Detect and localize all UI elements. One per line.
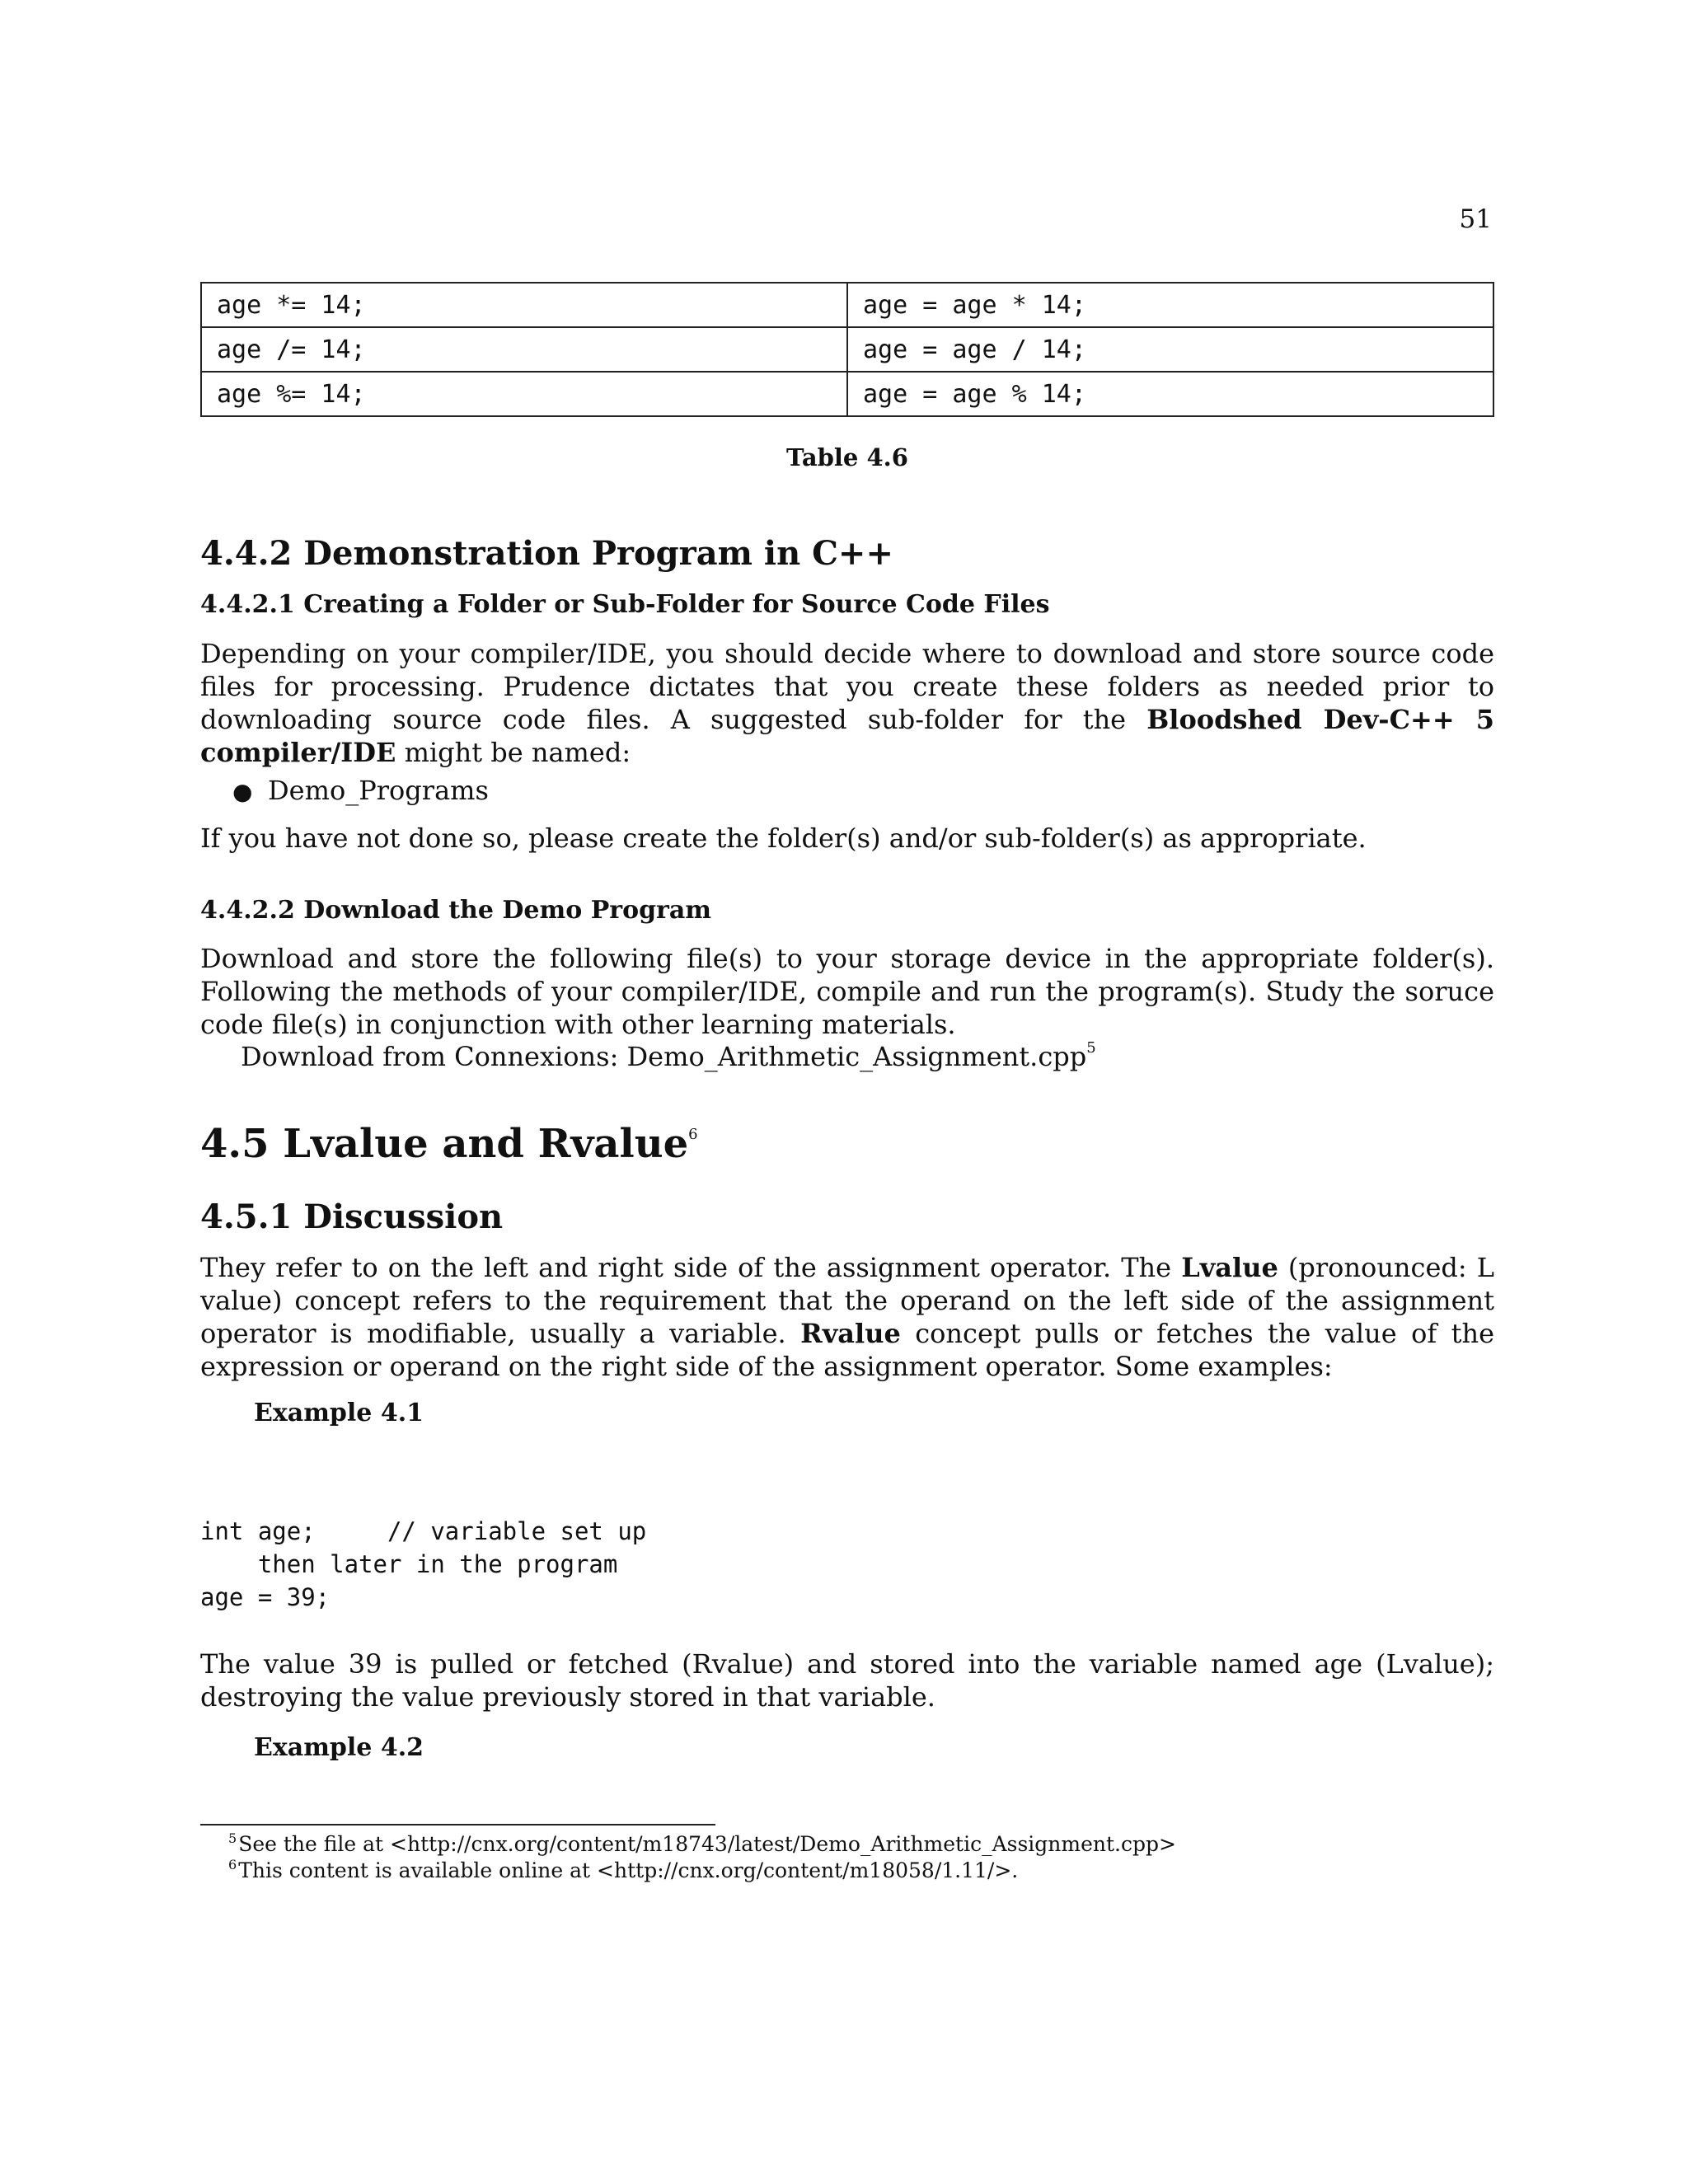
list-item: Demo_Programs [268, 775, 489, 806]
page-number: 51 [1459, 204, 1492, 234]
bullet-icon: ● [232, 778, 253, 805]
table-cell: age = age * 14; [847, 283, 1493, 327]
table-cell: age = age % 14; [847, 372, 1493, 416]
example-label: Example 4.1 [254, 1399, 424, 1427]
bold-term: Rvalue [800, 1318, 901, 1349]
bold-term: Bloodshed Dev-C++ 5 compiler/IDE [200, 704, 1495, 768]
footnote-divider [200, 1824, 715, 1825]
footnote-text[interactable]: See the file at <http://cnx.org/content/m18743/latest/Demo_Arithmetic_Assignment.cpp> [238, 1832, 1176, 1856]
paragraph-text: They refer to on the left and right side of the assignment operator. The [200, 1252, 1182, 1283]
footnote-marker[interactable]: 6 [688, 1126, 698, 1143]
footnote-text[interactable]: This content is available online at <http://cnx.org/content/m18058/1.11/>. [238, 1858, 1019, 1882]
section-title-text: 4.5 Lvalue and Rvalue [200, 1121, 689, 1167]
paragraph-create-folders: If you have not done so, please create the folder(s) and/or sub-folder(s) as appropriate. [200, 823, 1367, 854]
paragraph-text: might be named: [396, 737, 631, 768]
footnote-mark: 6 [228, 1857, 237, 1872]
table-row [201, 327, 1493, 372]
paragraph-value-39: The value 39 is pulled or fetched (Rvalue) and stored into the variable named age (Lvalue); destroying the value previously stored in that variable. [200, 1648, 1494, 1713]
operator-table [200, 282, 1494, 417]
footnote-mark: 5 [228, 1830, 237, 1846]
table-cell: age *= 14; [201, 283, 847, 327]
bold-term: Lvalue [1181, 1252, 1278, 1283]
table-row [201, 372, 1493, 416]
table-cell: age /= 14; [201, 327, 847, 372]
section-heading [200, 1121, 698, 1167]
paragraph-download: Download and store the following file(s) to your storage device in the appropriate folder(s). Following the methods of your compiler/IDE, compile and run the program(s). Study the soruce code file(s) in conjunction with other learning materials. [200, 943, 1494, 1040]
subsection-heading: 4.5.1 Discussion [200, 1197, 504, 1236]
subsection-heading: 4.4.2.2 Download the Demo Program [200, 896, 712, 925]
footnote [228, 1858, 1018, 1882]
table-cell: age %= 14; [201, 372, 847, 416]
paragraph-text: (pronounced: L value) concept refers to the requirement that the operand on the left side of the assignment operator is modifiable, usually a variable. [200, 1252, 1495, 1349]
table-caption: Table 4.6 [786, 443, 908, 471]
paragraph-folders [200, 637, 1494, 769]
footnote-marker[interactable]: 5 [1086, 1039, 1096, 1057]
table-cell: age = age / 14; [847, 327, 1493, 372]
example-label: Example 4.2 [254, 1733, 424, 1762]
table-row [201, 283, 1493, 327]
footnote [228, 1832, 1176, 1856]
paragraph-text: concept pulls or fetches the value of the expression or operand on the right side of the assignment operator. Some examples: [200, 1318, 1495, 1382]
download-link-text[interactable]: Download from Connexions: Demo_Arithmetic_Assignment.cpp [241, 1041, 1087, 1072]
paragraph-lvalue-rvalue [200, 1251, 1494, 1383]
code-block: int age; // variable set up then later in the program age = 39; [200, 1517, 647, 1611]
paragraph-text: Depending on your compiler/IDE, you should decide where to download and store source code files for processing. Prudence dictates that you create these folders as needed prior to downloading source code files. A suggested sub-folder for the [200, 638, 1494, 735]
subsection-heading: 4.4.2.1 Creating a Folder or Sub-Folder for Source Code Files [200, 590, 1050, 619]
section-heading: 4.4.2 Demonstration Program in C++ [200, 534, 893, 573]
download-line [241, 1041, 1096, 1072]
